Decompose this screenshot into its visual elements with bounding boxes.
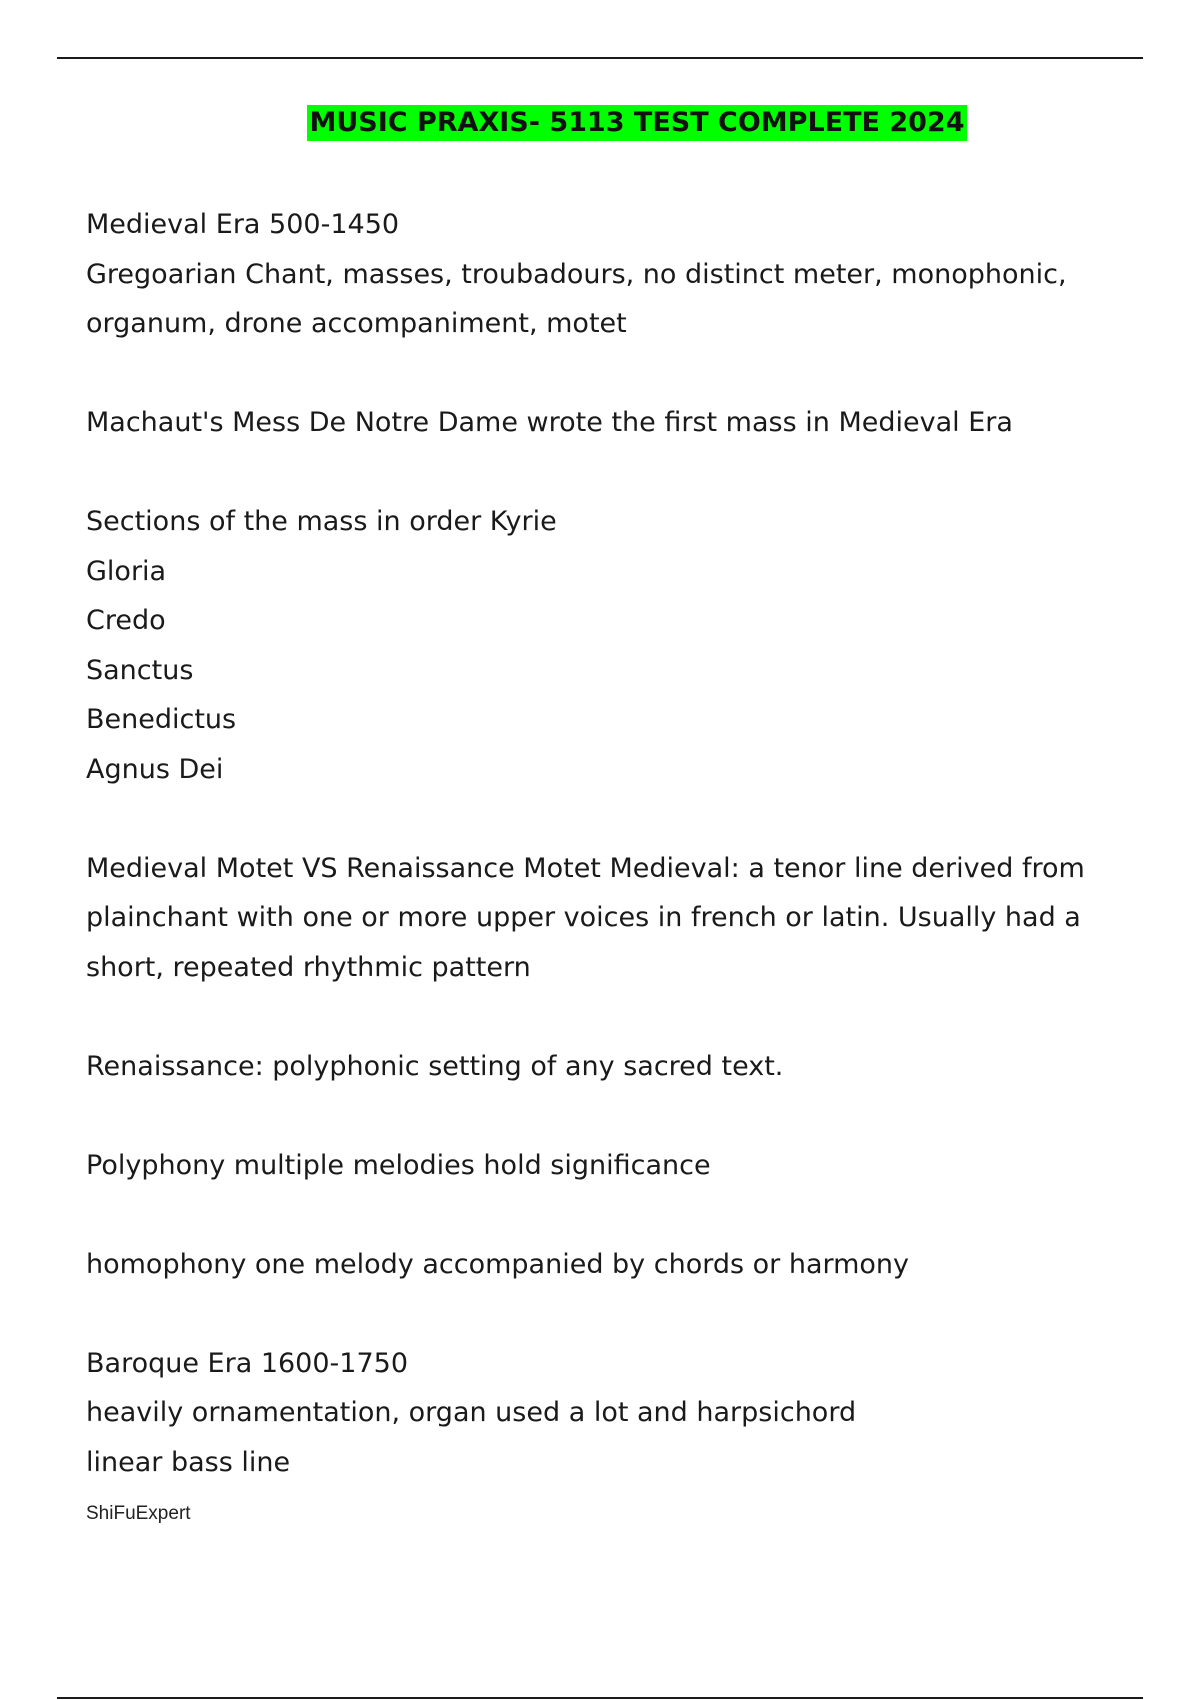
mass-section-agnus-dei: Agnus Dei xyxy=(86,753,224,785)
title-container xyxy=(0,105,1200,141)
motet-comparison-line-2: plainchant with one or more upper voices in french or latin. Usually had a xyxy=(86,902,1081,933)
paragraph-gap xyxy=(86,349,1146,399)
bottom-rule xyxy=(57,1697,1143,1699)
document-body xyxy=(86,200,1146,1487)
machaut-mass-text: Machaut's Mess De Notre Dame wrote the first mass in Medieval Era xyxy=(86,407,1013,438)
paragraph-gap xyxy=(86,992,1146,1042)
motet-comparison-line-1: Medieval Motet VS Renaissance Motet Medieval: a tenor line derived from xyxy=(86,852,1085,884)
mass-sections-intro: Sections of the mass in order Kyrie xyxy=(86,506,557,537)
renaissance-motet-text: Renaissance: polyphonic setting of any sacred text. xyxy=(86,1050,784,1082)
top-rule xyxy=(57,57,1143,59)
paragraph-gap xyxy=(86,1190,1146,1240)
motet-comparison-line-3: short, repeated rhythmic pattern xyxy=(86,951,531,983)
medieval-era-heading: Medieval Era 500-1450 xyxy=(86,209,400,240)
watermark-text: ShiFuExpert xyxy=(86,1503,191,1524)
document-title: MUSIC PRAXIS- 5113 TEST COMPLETE 2024 xyxy=(307,105,966,141)
baroque-era-heading: Baroque Era 1600-1750 xyxy=(86,1347,408,1379)
mass-section-credo: Credo xyxy=(86,605,166,636)
medieval-era-description-line-1: Gregoarian Chant, masses, troubadours, no distinct meter, monophonic, xyxy=(86,258,1067,290)
polyphony-definition: Polyphony multiple melodies hold significance xyxy=(86,1149,711,1181)
paragraph-gap xyxy=(86,1289,1146,1339)
mass-section-benedictus: Benedictus xyxy=(86,704,237,735)
baroque-era-description-line-2: linear bass line xyxy=(86,1446,291,1478)
medieval-era-description-line-2: organum, drone accompaniment, motet xyxy=(86,308,627,339)
baroque-era-description-line-1: heavily ornamentation, organ used a lot and harpsichord xyxy=(86,1397,857,1428)
paragraph-gap xyxy=(86,448,1146,498)
paragraph-gap xyxy=(86,794,1146,844)
mass-section-sanctus: Sanctus xyxy=(86,654,194,686)
homophony-definition: homophony one melody accompanied by chords or harmony xyxy=(86,1248,910,1280)
paragraph-gap xyxy=(86,1091,1146,1141)
mass-section-gloria: Gloria xyxy=(86,555,167,587)
